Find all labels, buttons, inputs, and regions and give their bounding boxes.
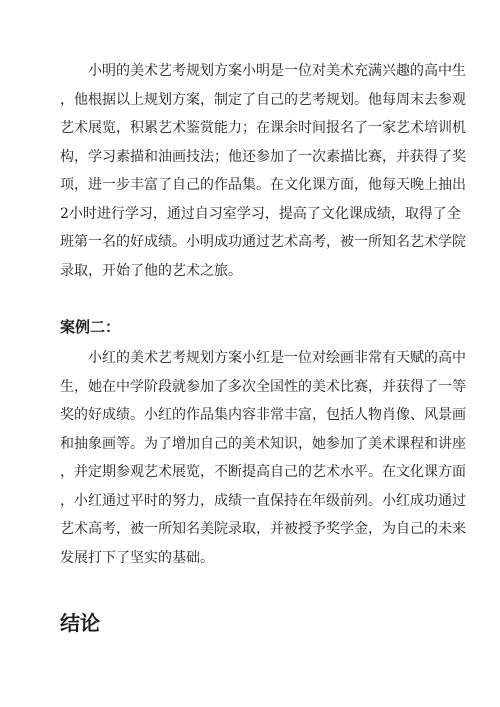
paragraph-line: 项，进一步丰富了自己的作品集。在文化课方面，他每天晚上抽出 bbox=[60, 177, 466, 193]
case1-paragraph bbox=[60, 57, 466, 285]
paragraph-line: ，他根据以上规划方案，制定了自己的艺考规划。他每周末去参观 bbox=[60, 91, 466, 108]
paragraph-line: 构，学习素描和油画技法；他还参加了一次素描比赛，并获得了奖 bbox=[60, 148, 466, 165]
paragraph-line: 和抽象画等。为了增加自己的美术知识，她参加了美术课程和讲座 bbox=[60, 435, 466, 452]
case2-paragraph bbox=[60, 344, 466, 572]
paragraph-line: ，小红通过平时的努力，成绩一直保持在年级前列。小红成功通过 bbox=[60, 492, 466, 509]
paragraph-line: 小红的美术艺考规划方案小红是一位对绘画非常有天赋的高中 bbox=[88, 350, 466, 366]
paragraph-line: ，并定期参观艺术展览，不断提高自己的艺术水平。在文化课方面 bbox=[60, 464, 466, 480]
paragraph-line: 录取，开始了他的艺术之旅。 bbox=[60, 262, 242, 279]
paragraph-line: 奖的好成绩。小红的作品集内容非常丰富，包括人物肖像、风景画 bbox=[60, 407, 466, 423]
paragraph-line: 2小时进行学习，通过自习室学习，提高了文化课成绩，取得了全 bbox=[60, 205, 461, 222]
conclusion-heading: 结论 bbox=[60, 611, 100, 635]
paragraph-line: 发展打下了坚实的基础。 bbox=[60, 549, 214, 566]
paragraph-line: 小明的美术艺考规划方案小明是一位对美术充满兴趣的高中生 bbox=[88, 63, 466, 79]
paragraph-line: 生，她在中学阶段就参加了多次全国性的美术比赛，并获得了一等 bbox=[60, 378, 466, 395]
paragraph-line: 班第一名的好成绩。小明成功通过艺术高考，被一所知名艺术学院 bbox=[60, 234, 466, 250]
paragraph-line: 艺术高考，被一所知名美院录取，并被授予奖学金，为自己的未来 bbox=[60, 521, 466, 537]
paragraph-line: 艺术展览，积累艺术鉴赏能力；在课余时间报名了一家艺术培训机 bbox=[60, 120, 466, 136]
case2-heading: 案例二： bbox=[60, 318, 121, 336]
